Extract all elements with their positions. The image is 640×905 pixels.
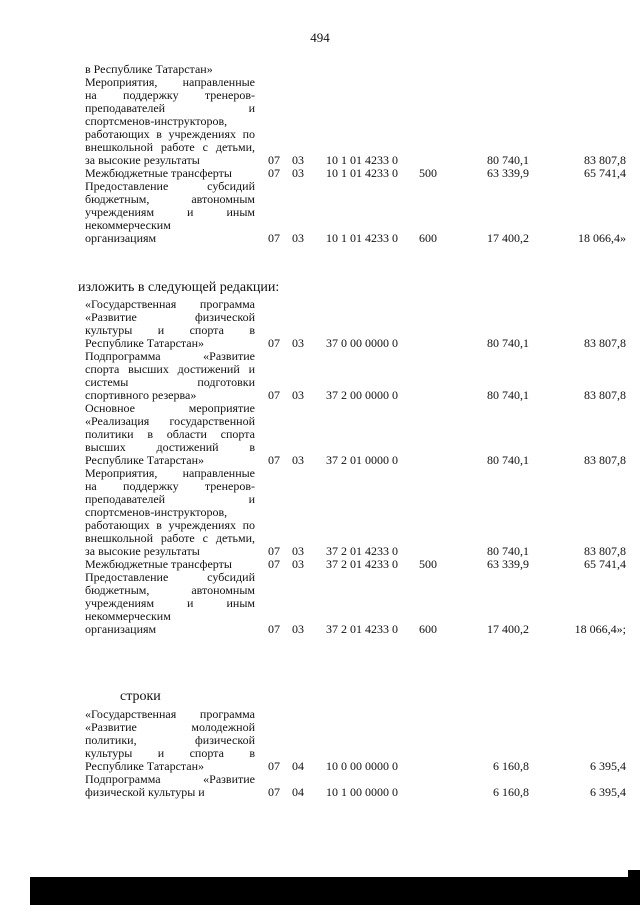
subsection-code: 03 bbox=[292, 622, 304, 636]
subsection-code: 03 bbox=[292, 166, 304, 180]
target-article-code: 10 1 01 4233 0 bbox=[326, 166, 398, 180]
row-description bbox=[85, 571, 255, 636]
description-line: Межбюджетные трансферты bbox=[85, 558, 232, 571]
subsection-code: 03 bbox=[292, 336, 304, 350]
amount-year-1: 17 400,2 bbox=[487, 231, 529, 245]
subsection-code: 03 bbox=[292, 557, 304, 571]
target-article-code: 37 2 01 4233 0 bbox=[326, 557, 398, 571]
amount-year-1: 6 160,8 bbox=[493, 785, 529, 799]
amount-year-2: 18 066,4» bbox=[578, 231, 626, 245]
table-row bbox=[0, 773, 640, 799]
description-line: преподавателей и bbox=[85, 102, 255, 115]
description-line: организациям bbox=[85, 623, 157, 636]
section-code: 07 bbox=[268, 759, 280, 773]
amount-year-2: 6 395,4 bbox=[590, 759, 626, 773]
section-code: 07 bbox=[268, 557, 280, 571]
description-line: учреждениям и иным bbox=[85, 597, 255, 610]
description-line: работающих в учреждениях по bbox=[85, 519, 255, 532]
description-line: Мероприятия, направленные bbox=[85, 467, 255, 480]
section-code: 07 bbox=[268, 166, 280, 180]
table-row bbox=[0, 708, 640, 773]
description-line: работающих в учреждениях по bbox=[85, 128, 255, 141]
description-line: системы подготовки bbox=[85, 376, 255, 389]
section-code: 07 bbox=[268, 153, 280, 167]
scan-border-right bbox=[628, 870, 640, 905]
target-article-code: 37 2 01 0000 0 bbox=[326, 453, 398, 467]
amount-year-2: 83 807,8 bbox=[584, 336, 626, 350]
description-line: некоммерческим bbox=[85, 610, 171, 623]
section-code: 07 bbox=[268, 231, 280, 245]
section-code: 07 bbox=[268, 622, 280, 636]
row-description bbox=[85, 467, 255, 558]
amount-year-1: 80 740,1 bbox=[487, 153, 529, 167]
description-line: политики в области спорта bbox=[85, 428, 255, 441]
description-line: «Развитие молодежной bbox=[85, 721, 255, 734]
description-line: высших достижений в bbox=[85, 441, 255, 454]
table-row bbox=[0, 467, 640, 558]
row-description bbox=[85, 63, 255, 76]
amount-year-2: 65 741,4 bbox=[584, 557, 626, 571]
description-line: Республике Татарстан» bbox=[85, 760, 205, 773]
amount-year-1: 6 160,8 bbox=[493, 759, 529, 773]
table-row bbox=[0, 63, 640, 76]
expense-type-code: 500 bbox=[419, 557, 437, 571]
description-line: в Республике Татарстан» bbox=[85, 63, 213, 76]
description-line: Мероприятия, направленные bbox=[85, 76, 255, 89]
description-line: Межбюджетные трансферты bbox=[85, 167, 232, 180]
description-line: на поддержку тренеров- bbox=[85, 89, 255, 102]
description-line: на поддержку тренеров- bbox=[85, 480, 255, 493]
subsection-code: 03 bbox=[292, 231, 304, 245]
amount-year-1: 80 740,1 bbox=[487, 388, 529, 402]
description-line: «Государственная программа bbox=[85, 708, 255, 721]
description-line: спорта высших достижений и bbox=[85, 363, 255, 376]
description-line: «Развитие физической bbox=[85, 311, 255, 324]
description-line: бюджетным, автономным bbox=[85, 584, 255, 597]
row-description bbox=[85, 180, 255, 245]
row-description bbox=[85, 558, 255, 571]
table-row bbox=[0, 571, 640, 636]
description-line: организациям bbox=[85, 232, 157, 245]
section-heading: изложить в следующей редакции: bbox=[78, 280, 280, 295]
description-line: культуры и спорта в bbox=[85, 747, 255, 760]
description-line: некоммерческим bbox=[85, 219, 171, 232]
target-article-code: 37 2 00 0000 0 bbox=[326, 388, 398, 402]
description-line: Предоставление субсидий bbox=[85, 180, 255, 193]
page-number: 494 bbox=[310, 30, 330, 45]
subsection-code: 03 bbox=[292, 453, 304, 467]
row-description bbox=[85, 350, 255, 402]
row-description bbox=[85, 76, 255, 167]
target-article-code: 10 1 00 0000 0 bbox=[326, 785, 398, 799]
amount-year-2: 83 807,8 bbox=[584, 453, 626, 467]
amount-year-2: 65 741,4 bbox=[584, 166, 626, 180]
amount-year-2: 83 807,8 bbox=[584, 544, 626, 558]
section-code: 07 bbox=[268, 336, 280, 350]
table-row bbox=[0, 167, 640, 180]
amount-year-1: 17 400,2 bbox=[487, 622, 529, 636]
section-code: 07 bbox=[268, 544, 280, 558]
description-line: учреждениям и иным bbox=[85, 206, 255, 219]
subsection-code: 04 bbox=[292, 759, 304, 773]
subsection-code: 04 bbox=[292, 785, 304, 799]
row-description bbox=[85, 402, 255, 467]
description-line: преподавателей и bbox=[85, 493, 255, 506]
subsection-code: 03 bbox=[292, 153, 304, 167]
scan-border-bottom bbox=[30, 877, 640, 905]
table-row bbox=[0, 558, 640, 571]
target-article-code: 37 2 01 4233 0 bbox=[326, 622, 398, 636]
description-line: физической культуры и bbox=[85, 786, 205, 799]
description-line: Республике Татарстан» bbox=[85, 337, 205, 350]
description-line: спортивного резерва» bbox=[85, 389, 197, 402]
expense-type-code: 500 bbox=[419, 166, 437, 180]
description-line: спортсменов-инструкторов, bbox=[85, 115, 228, 128]
amount-year-2: 83 807,8 bbox=[584, 153, 626, 167]
section-code: 07 bbox=[268, 388, 280, 402]
amount-year-1: 80 740,1 bbox=[487, 336, 529, 350]
description-line: внешкольной работе с детьми, bbox=[85, 141, 255, 154]
description-line: Предоставление субсидий bbox=[85, 571, 255, 584]
description-line: бюджетным, автономным bbox=[85, 193, 255, 206]
amount-year-2: 18 066,4»; bbox=[574, 622, 626, 636]
description-line: внешкольной работе с детьми, bbox=[85, 532, 255, 545]
table-row bbox=[0, 180, 640, 245]
description-line: политики, физической bbox=[85, 734, 255, 747]
section-code: 07 bbox=[268, 453, 280, 467]
row-description bbox=[85, 167, 255, 180]
target-article-code: 10 1 01 4233 0 bbox=[326, 153, 398, 167]
row-description bbox=[85, 708, 255, 773]
description-line: за высокие результаты bbox=[85, 154, 200, 167]
table-row bbox=[0, 350, 640, 402]
description-line: Подпрограмма «Развитие bbox=[85, 350, 255, 363]
amount-year-2: 83 807,8 bbox=[584, 388, 626, 402]
target-article-code: 37 2 01 4233 0 bbox=[326, 544, 398, 558]
section-code: 07 bbox=[268, 785, 280, 799]
table-row bbox=[0, 402, 640, 467]
expense-type-code: 600 bbox=[419, 231, 437, 245]
amount-year-1: 80 740,1 bbox=[487, 453, 529, 467]
target-article-code: 10 1 01 4233 0 bbox=[326, 231, 398, 245]
target-article-code: 10 0 00 0000 0 bbox=[326, 759, 398, 773]
description-line: «Реализация государственной bbox=[85, 415, 255, 428]
row-description bbox=[85, 773, 255, 799]
target-article-code: 37 0 00 0000 0 bbox=[326, 336, 398, 350]
description-line: Основное мероприятие bbox=[85, 402, 255, 415]
description-line: культуры и спорта в bbox=[85, 324, 255, 337]
amount-year-1: 63 339,9 bbox=[487, 166, 529, 180]
description-line: спортсменов-инструкторов, bbox=[85, 506, 228, 519]
description-line: Подпрограмма «Развитие bbox=[85, 773, 255, 786]
subsection-code: 03 bbox=[292, 388, 304, 402]
row-description bbox=[85, 298, 255, 350]
amount-year-1: 80 740,1 bbox=[487, 544, 529, 558]
table-row bbox=[0, 298, 640, 350]
section-heading: строки bbox=[120, 689, 161, 704]
expense-type-code: 600 bbox=[419, 622, 437, 636]
description-line: Республике Татарстан» bbox=[85, 454, 205, 467]
amount-year-1: 63 339,9 bbox=[487, 557, 529, 571]
amount-year-2: 6 395,4 bbox=[590, 785, 626, 799]
subsection-code: 03 bbox=[292, 544, 304, 558]
description-line: «Государственная программа bbox=[85, 298, 255, 311]
table-row bbox=[0, 76, 640, 167]
description-line: за высокие результаты bbox=[85, 545, 200, 558]
